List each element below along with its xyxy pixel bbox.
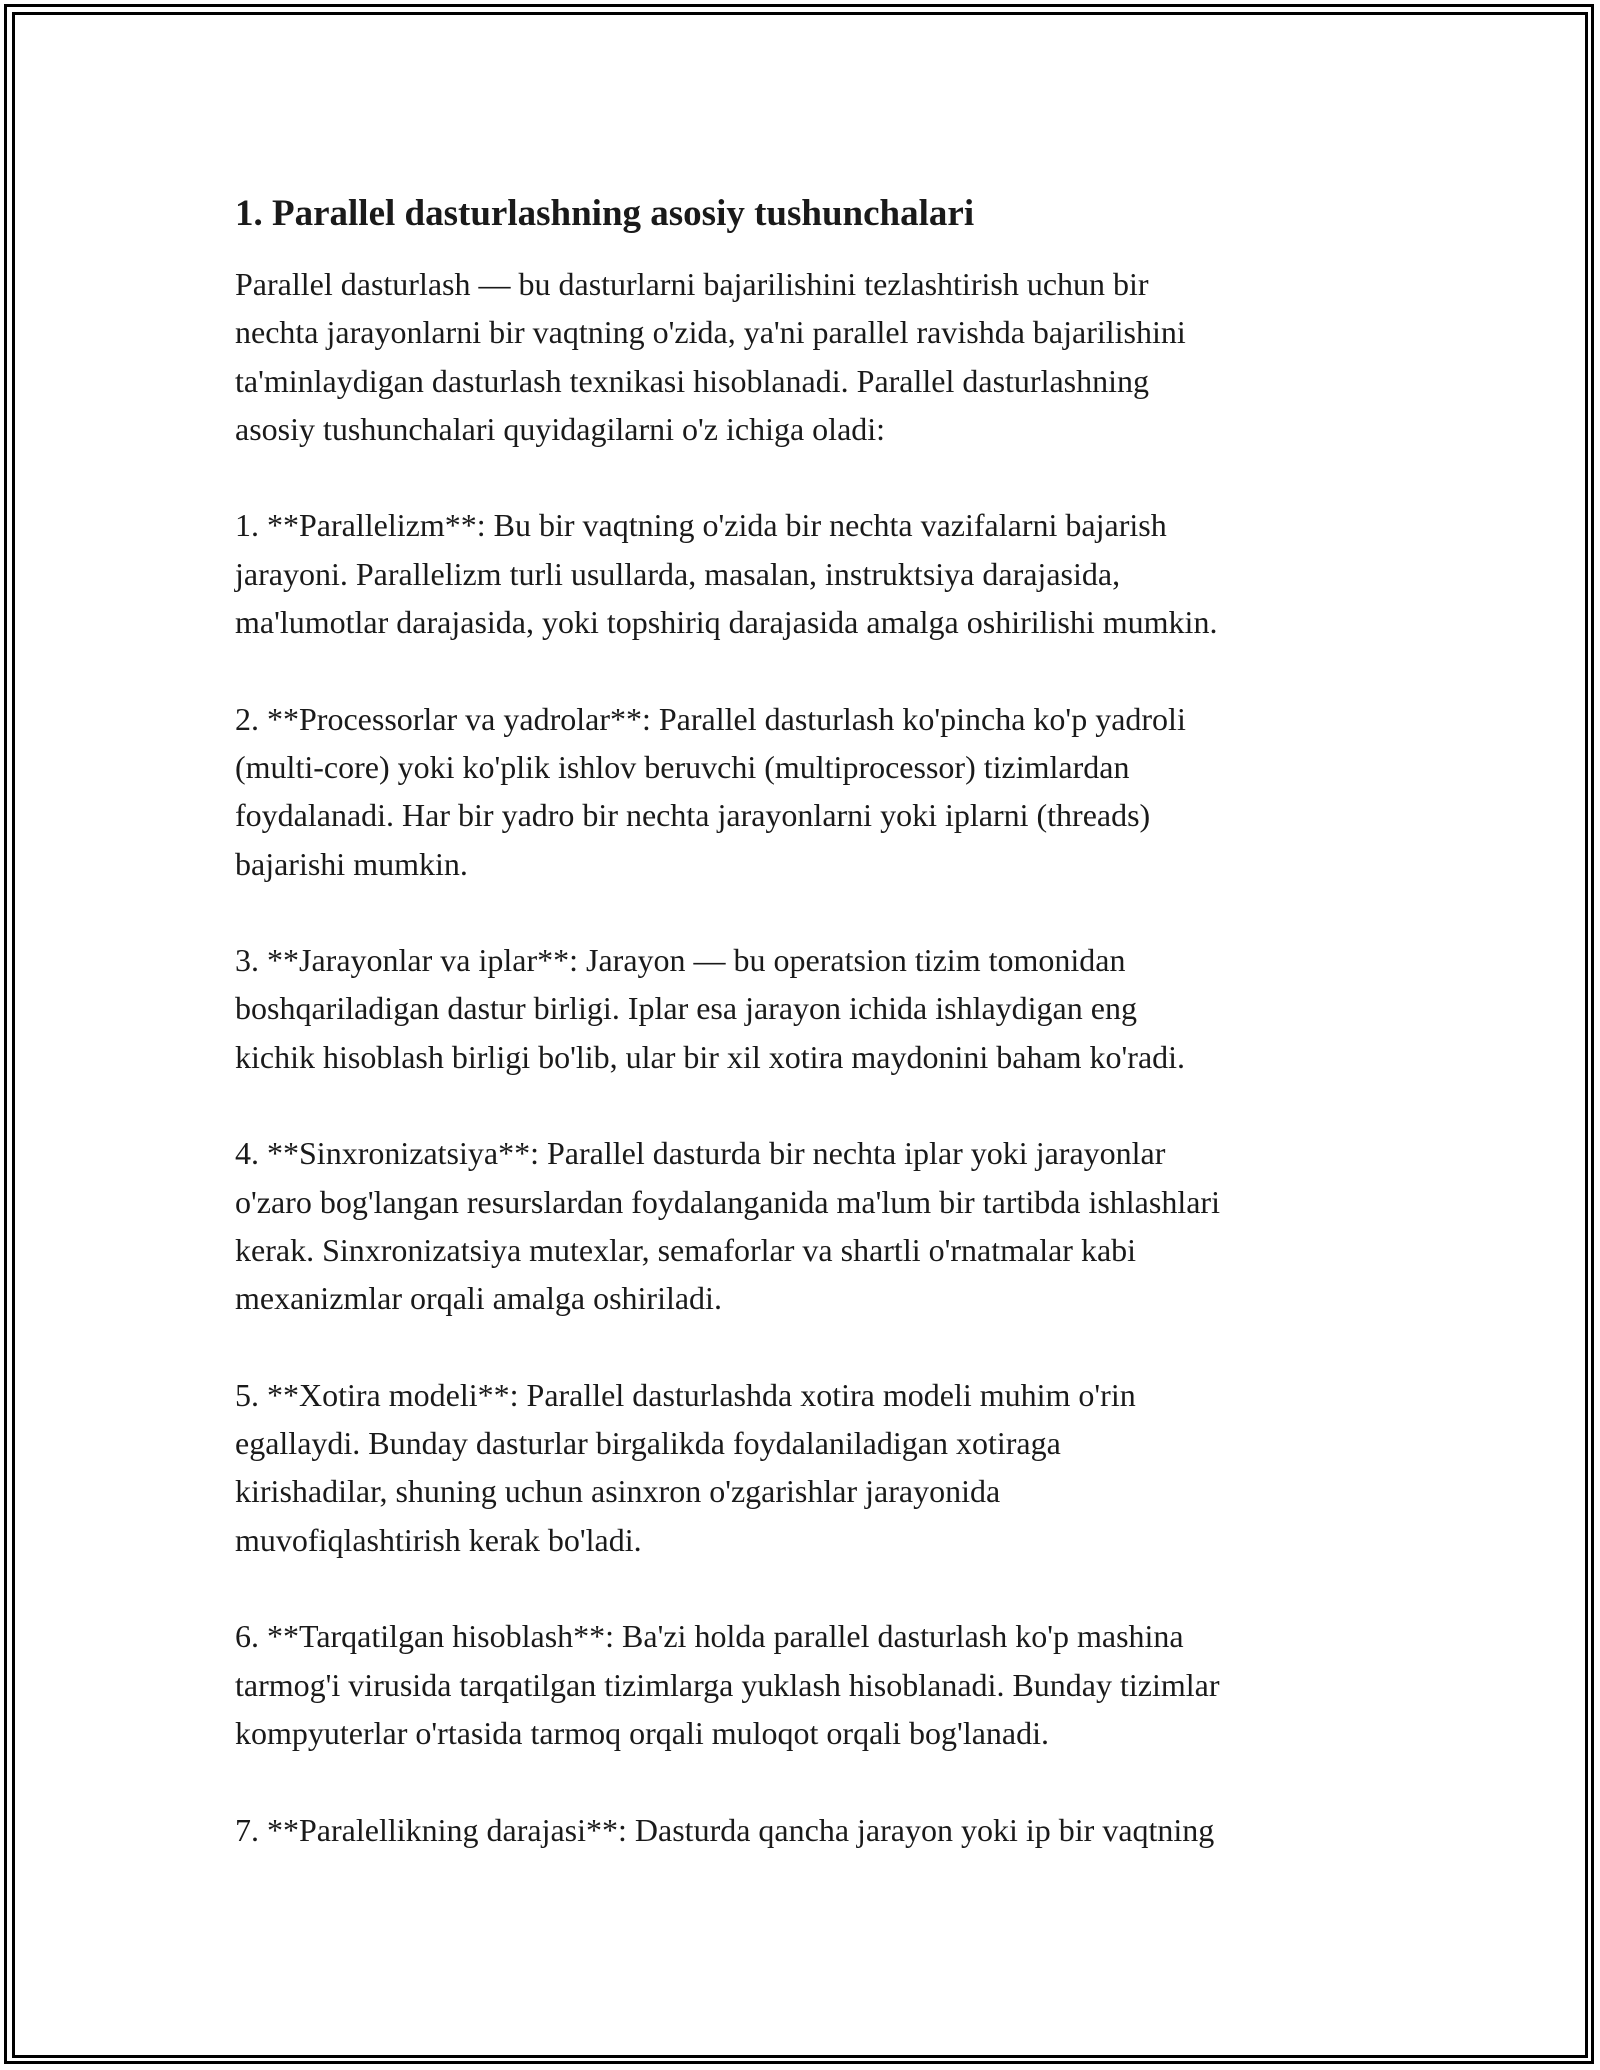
paragraph-line: nechta jarayonlarni bir vaqtning o'zida, ya'ni parallel ravishda bajarilishini: [235, 314, 1186, 351]
paragraph-line: o'zaro bog'langan resurslardan foydalanganida ma'lum bir tartibda ishlashlari: [235, 1183, 1220, 1220]
paragraph-line: mexanizmlar orqali amalga oshiriladi.: [235, 1280, 722, 1317]
intro-paragraph: [235, 260, 1365, 453]
paragraph-line: bajarishi mumkin.: [235, 845, 468, 882]
paragraph-line: (multi-core) yoki ko'plik ishlov beruvchi (multiprocessor) tizimlardan: [235, 748, 1130, 785]
paragraph-line: tarmog'i virusida tarqatilgan tizimlarga yuklash hisoblanadi. Bunday tizimlar: [235, 1666, 1220, 1703]
paragraph-line: kirishadilar, shuning uchun asinxron o'zgarishlar jarayonida: [235, 1473, 1001, 1510]
paragraph-line: Parallel dasturlash — bu dasturlarni bajarilishini tezlashtirish uchun bir: [235, 266, 1149, 302]
list-item-paralellik-darajasi: [235, 1806, 1365, 1854]
list-item-jarayonlar: [235, 936, 1365, 1081]
list-item-sinxronizatsiya: [235, 1129, 1365, 1322]
paragraph-line: egallaydi. Bunday dasturlar birgalikda foydalaniladigan xotiraga: [235, 1425, 1061, 1462]
list-item-processorlar: [235, 695, 1365, 888]
paragraph-line: kichik hisoblash birligi bo'lib, ular bir xil xotira maydonini baham ko'radi.: [235, 1038, 1186, 1075]
paragraph-line: muvofiqlashtirish kerak bo'ladi.: [235, 1521, 642, 1558]
list-item-tarqatilgan-hisoblash: [235, 1612, 1365, 1757]
paragraph-line: 5. **Xotira modeli**: Parallel dasturlashda xotira modeli muhim o'rin: [235, 1376, 1136, 1413]
paragraph-line: 1. **Parallelizm**: Bu bir vaqtning o'zida bir nechta vazifalarni bajarish: [235, 507, 1167, 544]
paragraph-line: jarayoni. Parallelizm turli usullarda, masalan, instruktsiya darajasida,: [235, 555, 1121, 592]
paragraph-line: kerak. Sinxronizatsiya mutexlar, semaforlar va shartli o'rnatmalar kabi: [235, 1231, 1137, 1268]
paragraph-line: asosiy tushunchalari quyidagilarni o'z ichiga oladi:: [235, 410, 886, 447]
list-item-parallelizm: [235, 501, 1365, 646]
paragraph-line: 4. **Sinxronizatsiya**: Parallel dasturda bir nechta iplar yoki jarayonlar: [235, 1135, 1166, 1172]
paragraph-line: boshqariladigan dastur birligi. Iplar esa jarayon ichida ishlaydigan eng: [235, 990, 1137, 1027]
paragraph-line: 6. **Tarqatilgan hisoblash**: Ba'zi holda parallel dasturlash ko'p mashina: [235, 1618, 1184, 1655]
paragraph-line: kompyuterlar o'rtasida tarmoq orqali muloqot orqali bog'lanadi.: [235, 1714, 1049, 1751]
list-item-xotira-modeli: [235, 1371, 1365, 1564]
document-page: [235, 188, 1365, 1902]
paragraph-line: 3. **Jarayonlar va iplar**: Jarayon — bu operatsion tizim tomonidan: [235, 942, 1126, 979]
document-title: 1. Parallel dasturlashning asosiy tushunchalari: [235, 193, 975, 234]
paragraph-line: 7. **Paralellikning darajasi**: Dasturda qancha jarayon yoki ip bir vaqtning: [235, 1811, 1215, 1848]
paragraph-line: ta'minlaydigan dasturlash texnikasi hisoblanadi. Parallel dasturlashning: [235, 362, 1150, 399]
paragraph-line: 2. **Processorlar va yadrolar**: Parallel dasturlash ko'pincha ko'p yadroli: [235, 700, 1186, 737]
paragraph-line: foydalanadi. Har bir yadro bir nechta jarayonlarni yoki iplarni (threads): [235, 797, 1151, 834]
paragraph-line: ma'lumotlar darajasida, yoki topshiriq darajasida amalga oshirilishi mumkin.: [235, 604, 1218, 641]
